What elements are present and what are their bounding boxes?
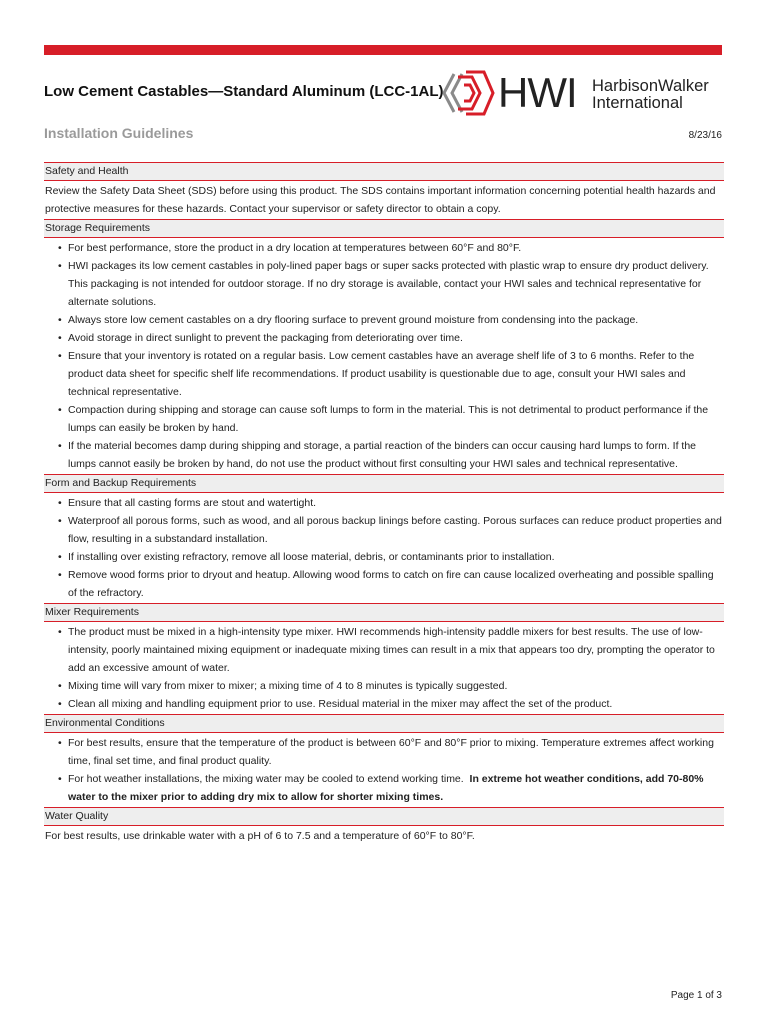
list-item: • Clean all mixing and handling equipment prior to use. Residual material in the mixer may affect the set of the product.	[44, 695, 724, 713]
form-backup-bullet-list	[44, 493, 724, 603]
section-heading-form-backup: Form and Backup Requirements	[44, 474, 724, 493]
list-item: • Ensure that your inventory is rotated on a regular basis. Low cement castables have an average shelf life of 3 to 6 months. Refer to the product data sheet for specific shelf life recommendations. If product usability is questionable due to age, consult your HWI sales and technical representative.	[44, 347, 724, 401]
list-item: • Mixing time will vary from mixer to mixer; a mixing time of 4 to 8 minutes is typically suggested.	[44, 677, 724, 695]
hwi-logo-mark-icon	[440, 68, 496, 118]
bullet-text: For hot weather installations, the mixing water may be cooled to extend working time.	[68, 773, 464, 785]
list-item-rich	[44, 770, 724, 806]
list-item: • HWI packages its low cement castables in poly-lined paper bags or super sacks protected with plastic wrap to ensure dry product delivery. This packaging is not intended for outdoor storage. If no dry storage is available, contact your HWI sales and technical representative for alternate solutions.	[44, 257, 724, 311]
section-paragraph-water-quality: For best results, use drinkable water with a pH of 6 to 7.5 and a temperature of 60°F to 80°F.	[45, 830, 475, 842]
logo-name-line1: HarbisonWalker	[592, 77, 709, 95]
document-body	[44, 162, 724, 846]
bullet-bold-text: In extreme hot weather conditions, add 70-80% water to the mixer prior to adding dry mix to allow for shorter mixing times.	[68, 773, 704, 803]
list-item: • Avoid storage in direct sunlight to prevent the packaging from deteriorating over time.	[44, 329, 724, 347]
section-heading-storage: Storage Requirements	[44, 219, 724, 238]
section-heading-water-quality: Water Quality	[44, 807, 724, 826]
document-subtitle: Installation Guidelines	[44, 125, 194, 141]
list-item: • Remove wood forms prior to dryout and heatup. Allowing wood forms to catch on fire can cause localized overheating and possible spalling of the refractory.	[44, 566, 724, 602]
page-number: Page 1 of 3	[670, 990, 722, 1001]
document-date: 8/23/16	[688, 130, 722, 141]
list-item: • For best performance, store the product in a dry location at temperatures between 60°F and 80°F.	[44, 239, 724, 257]
list-item: • Waterproof all porous forms, such as wood, and all porous backup linings before casting. Porous surfaces can reduce product properties and flow, resulting in a substandard installation.	[44, 512, 724, 548]
list-item: • If the material becomes damp during shipping and storage, a partial reaction of the binders can occur causing hard lumps to form. If the lumps cannot easily be broken by hand, do not use the product without first consulting your HWI sales and technical representative.	[44, 437, 724, 473]
logo-company-name	[592, 78, 709, 112]
list-item: • For best results, ensure that the temperature of the product is between 60°F and 80°F prior to mixing. Temperature extremes affect working time, final set time, and final product quality.	[44, 734, 724, 770]
list-item: • The product must be mixed in a high-intensity type mixer. HWI recommends high-intensity paddle mixers for best results. The use of low-intensity, poorly maintained mixing equipment or inadequate mixing times can result in a mix that appears too dry, prompting the operator to add an excessive amount of water.	[44, 623, 724, 677]
list-item: • If installing over existing refractory, remove all loose material, debris, or contaminants prior to installation.	[44, 548, 724, 566]
company-logo	[440, 68, 725, 118]
mixer-bullet-list	[44, 622, 724, 714]
storage-bullet-list	[44, 238, 724, 474]
section-heading-safety: Safety and Health	[44, 162, 724, 181]
environmental-bullet-list	[44, 733, 724, 807]
top-accent-bar	[44, 45, 722, 55]
list-item: • Compaction during shipping and storage can cause soft lumps to form in the material. This is not detrimental to product performance if the lumps can easily be broken by hand.	[44, 401, 724, 437]
list-item: • Ensure that all casting forms are stout and watertight.	[44, 494, 724, 512]
section-heading-mixer: Mixer Requirements	[44, 603, 724, 622]
logo-abbreviation: HWI	[498, 69, 577, 116]
list-item: • Always store low cement castables on a dry flooring surface to prevent ground moisture from condensing into the package.	[44, 311, 724, 329]
logo-name-line2: International	[592, 94, 683, 112]
section-heading-environmental: Environmental Conditions	[44, 714, 724, 733]
section-paragraph-safety: Review the Safety Data Sheet (SDS) before using this product. The SDS contains important information concerning potential health hazards and protective measures for these hazards. Contact your supervisor or safety director to obtain a copy.	[45, 185, 716, 215]
document-title: Low Cement Castables—Standard Aluminum (LCC-1AL)	[44, 83, 444, 100]
